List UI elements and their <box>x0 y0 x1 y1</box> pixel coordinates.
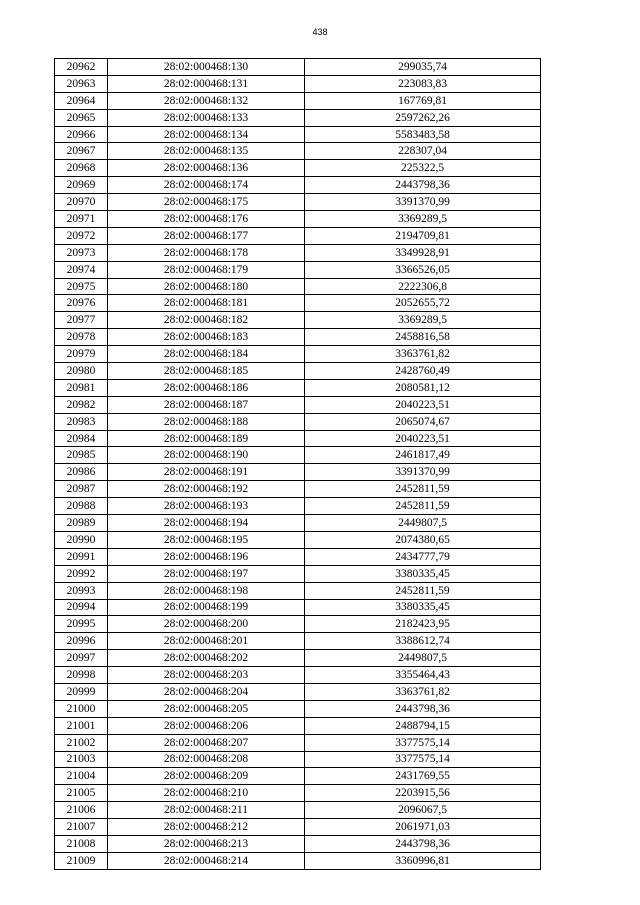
table-row <box>55 143 541 160</box>
cadastral-number-cell: 28:02:000468:178 <box>108 244 305 261</box>
row-number-cell: 20972 <box>55 227 108 244</box>
row-number-cell: 20978 <box>55 329 108 346</box>
cadastral-value-cell: 3380335,45 <box>305 565 541 582</box>
row-number-cell: 20977 <box>55 312 108 329</box>
cadastral-value-cell: 2080581,12 <box>305 379 541 396</box>
table-row <box>55 447 541 464</box>
cadastral-number-cell: 28:02:000468:130 <box>108 59 305 76</box>
cadastral-number-cell: 28:02:000468:201 <box>108 633 305 650</box>
row-number-cell: 21002 <box>55 734 108 751</box>
cadastral-value-cell: 2443798,36 <box>305 700 541 717</box>
row-number-cell: 21001 <box>55 717 108 734</box>
table-row <box>55 819 541 836</box>
row-number-cell: 20967 <box>55 143 108 160</box>
cadastral-value-cell: 2449807,5 <box>305 650 541 667</box>
row-number-cell: 20997 <box>55 650 108 667</box>
table-row <box>55 75 541 92</box>
cadastral-number-cell: 28:02:000468:195 <box>108 531 305 548</box>
table-row <box>55 413 541 430</box>
cadastral-number-cell: 28:02:000468:193 <box>108 498 305 515</box>
row-number-cell: 20976 <box>55 295 108 312</box>
row-number-cell: 21008 <box>55 835 108 852</box>
cadastral-number-cell: 28:02:000468:187 <box>108 396 305 413</box>
row-number-cell: 20998 <box>55 667 108 684</box>
row-number-cell: 20986 <box>55 464 108 481</box>
table-row <box>55 531 541 548</box>
cadastral-number-cell: 28:02:000468:186 <box>108 379 305 396</box>
row-number-cell: 20969 <box>55 177 108 194</box>
table-row <box>55 515 541 532</box>
cadastral-value-cell: 2194709,81 <box>305 227 541 244</box>
row-number-cell: 20999 <box>55 683 108 700</box>
table-row <box>55 717 541 734</box>
cadastral-value-cell: 3377575,14 <box>305 734 541 751</box>
cadastral-value-cell: 2061971,03 <box>305 819 541 836</box>
row-number-cell: 21007 <box>55 819 108 836</box>
table-row <box>55 481 541 498</box>
row-number-cell: 20964 <box>55 92 108 109</box>
cadastral-value-cell: 3391370,99 <box>305 464 541 481</box>
table-row <box>55 616 541 633</box>
cadastral-value-cell: 2182423,95 <box>305 616 541 633</box>
cadastral-number-cell: 28:02:000468:184 <box>108 346 305 363</box>
cadastral-value-cell: 225322,5 <box>305 160 541 177</box>
table-row <box>55 768 541 785</box>
table-row <box>55 295 541 312</box>
row-number-cell: 20965 <box>55 109 108 126</box>
table-row <box>55 599 541 616</box>
row-number-cell: 20990 <box>55 531 108 548</box>
cadastral-number-cell: 28:02:000468:192 <box>108 481 305 498</box>
cadastral-value-cell: 2040223,51 <box>305 396 541 413</box>
cadastral-value-cell: 223083,83 <box>305 75 541 92</box>
row-number-cell: 20984 <box>55 430 108 447</box>
table-row <box>55 346 541 363</box>
cadastral-number-cell: 28:02:000468:135 <box>108 143 305 160</box>
cadastral-number-cell: 28:02:000468:214 <box>108 852 305 869</box>
cadastral-value-table <box>54 58 541 870</box>
table-row <box>55 396 541 413</box>
cadastral-value-cell: 2488794,15 <box>305 717 541 734</box>
cadastral-number-cell: 28:02:000468:204 <box>108 683 305 700</box>
cadastral-value-cell: 3363761,82 <box>305 683 541 700</box>
table-row <box>55 59 541 76</box>
cadastral-value-cell: 2074380,65 <box>305 531 541 548</box>
cadastral-value-cell: 2096067,5 <box>305 802 541 819</box>
row-number-cell: 21005 <box>55 785 108 802</box>
cadastral-number-cell: 28:02:000468:213 <box>108 835 305 852</box>
cadastral-number-cell: 28:02:000468:177 <box>108 227 305 244</box>
cadastral-number-cell: 28:02:000468:206 <box>108 717 305 734</box>
table-row <box>55 329 541 346</box>
row-number-cell: 20971 <box>55 211 108 228</box>
cadastral-number-cell: 28:02:000468:175 <box>108 194 305 211</box>
table-row <box>55 582 541 599</box>
table-row <box>55 177 541 194</box>
cadastral-number-cell: 28:02:000468:179 <box>108 261 305 278</box>
table-row <box>55 802 541 819</box>
cadastral-value-cell: 5583483,58 <box>305 126 541 143</box>
cadastral-number-cell: 28:02:000468:134 <box>108 126 305 143</box>
row-number-cell: 21004 <box>55 768 108 785</box>
row-number-cell: 20979 <box>55 346 108 363</box>
row-number-cell: 20970 <box>55 194 108 211</box>
row-number-cell: 20988 <box>55 498 108 515</box>
cadastral-value-cell: 3363761,82 <box>305 346 541 363</box>
table-row <box>55 211 541 228</box>
row-number-cell: 20973 <box>55 244 108 261</box>
table-row <box>55 683 541 700</box>
cadastral-value-cell: 167769,81 <box>305 92 541 109</box>
row-number-cell: 20993 <box>55 582 108 599</box>
cadastral-value-cell: 3388612,74 <box>305 633 541 650</box>
cadastral-value-cell: 3360996,81 <box>305 852 541 869</box>
table-row <box>55 126 541 143</box>
table-row <box>55 498 541 515</box>
cadastral-value-cell: 2052655,72 <box>305 295 541 312</box>
cadastral-number-cell: 28:02:000468:190 <box>108 447 305 464</box>
cadastral-value-cell: 2452811,59 <box>305 498 541 515</box>
table-row <box>55 464 541 481</box>
row-number-cell: 20962 <box>55 59 108 76</box>
table-row <box>55 700 541 717</box>
row-number-cell: 20991 <box>55 548 108 565</box>
row-number-cell: 20982 <box>55 396 108 413</box>
cadastral-number-cell: 28:02:000468:205 <box>108 700 305 717</box>
row-number-cell: 20980 <box>55 363 108 380</box>
cadastral-number-cell: 28:02:000468:203 <box>108 667 305 684</box>
cadastral-value-cell: 2449807,5 <box>305 515 541 532</box>
cadastral-value-cell: 2461817,49 <box>305 447 541 464</box>
cadastral-value-cell: 3369289,5 <box>305 312 541 329</box>
row-number-cell: 20983 <box>55 413 108 430</box>
table-row <box>55 633 541 650</box>
cadastral-number-cell: 28:02:000468:207 <box>108 734 305 751</box>
cadastral-value-cell: 2428760,49 <box>305 363 541 380</box>
cadastral-number-cell: 28:02:000468:180 <box>108 278 305 295</box>
row-number-cell: 20968 <box>55 160 108 177</box>
table-row <box>55 92 541 109</box>
row-number-cell: 20989 <box>55 515 108 532</box>
row-number-cell: 21000 <box>55 700 108 717</box>
cadastral-value-cell: 2065074,67 <box>305 413 541 430</box>
row-number-cell: 20981 <box>55 379 108 396</box>
row-number-cell: 20995 <box>55 616 108 633</box>
table-row <box>55 379 541 396</box>
cadastral-number-cell: 28:02:000468:202 <box>108 650 305 667</box>
row-number-cell: 20966 <box>55 126 108 143</box>
cadastral-value-cell: 3380335,45 <box>305 599 541 616</box>
row-number-cell: 20975 <box>55 278 108 295</box>
cadastral-number-cell: 28:02:000468:132 <box>108 92 305 109</box>
table-row <box>55 667 541 684</box>
cadastral-number-cell: 28:02:000468:181 <box>108 295 305 312</box>
cadastral-number-cell: 28:02:000468:200 <box>108 616 305 633</box>
cadastral-value-cell: 2443798,36 <box>305 835 541 852</box>
table-row <box>55 363 541 380</box>
table-row <box>55 244 541 261</box>
cadastral-value-cell: 299035,74 <box>305 59 541 76</box>
cadastral-value-cell: 2203915,56 <box>305 785 541 802</box>
cadastral-value-cell: 228307,04 <box>305 143 541 160</box>
cadastral-value-cell: 2597262,26 <box>305 109 541 126</box>
cadastral-value-cell: 3369289,5 <box>305 211 541 228</box>
row-number-cell: 20992 <box>55 565 108 582</box>
cadastral-value-cell: 3391370,99 <box>305 194 541 211</box>
table-row <box>55 835 541 852</box>
row-number-cell: 21003 <box>55 751 108 768</box>
table-row <box>55 785 541 802</box>
cadastral-number-cell: 28:02:000468:196 <box>108 548 305 565</box>
cadastral-number-cell: 28:02:000468:191 <box>108 464 305 481</box>
table-row <box>55 194 541 211</box>
cadastral-number-cell: 28:02:000468:176 <box>108 211 305 228</box>
cadastral-value-cell: 2222306,8 <box>305 278 541 295</box>
cadastral-value-cell: 3349928,91 <box>305 244 541 261</box>
table-row <box>55 227 541 244</box>
cadastral-value-cell: 2458816,58 <box>305 329 541 346</box>
cadastral-value-cell: 3377575,14 <box>305 751 541 768</box>
table-row <box>55 650 541 667</box>
cadastral-number-cell: 28:02:000468:133 <box>108 109 305 126</box>
cadastral-number-cell: 28:02:000468:194 <box>108 515 305 532</box>
table-row <box>55 565 541 582</box>
row-number-cell: 21009 <box>55 852 108 869</box>
table-row <box>55 312 541 329</box>
cadastral-number-cell: 28:02:000468:199 <box>108 599 305 616</box>
cadastral-number-cell: 28:02:000468:209 <box>108 768 305 785</box>
cadastral-number-cell: 28:02:000468:208 <box>108 751 305 768</box>
cadastral-number-cell: 28:02:000468:182 <box>108 312 305 329</box>
cadastral-number-cell: 28:02:000468:174 <box>108 177 305 194</box>
cadastral-value-cell: 2443798,36 <box>305 177 541 194</box>
table-body <box>55 59 541 870</box>
row-number-cell: 20963 <box>55 75 108 92</box>
cadastral-number-cell: 28:02:000468:131 <box>108 75 305 92</box>
cadastral-number-cell: 28:02:000468:183 <box>108 329 305 346</box>
row-number-cell: 20974 <box>55 261 108 278</box>
cadastral-number-cell: 28:02:000468:212 <box>108 819 305 836</box>
cadastral-value-cell: 2431769,55 <box>305 768 541 785</box>
table-row <box>55 278 541 295</box>
table-row <box>55 430 541 447</box>
cadastral-number-cell: 28:02:000468:136 <box>108 160 305 177</box>
page-number: 438 <box>312 27 328 37</box>
row-number-cell: 20987 <box>55 481 108 498</box>
row-number-cell: 20985 <box>55 447 108 464</box>
row-number-cell: 20996 <box>55 633 108 650</box>
table-row <box>55 548 541 565</box>
table-row <box>55 160 541 177</box>
table-row <box>55 734 541 751</box>
cadastral-number-cell: 28:02:000468:198 <box>108 582 305 599</box>
cadastral-value-cell: 2434777,79 <box>305 548 541 565</box>
cadastral-value-cell: 3366526,05 <box>305 261 541 278</box>
row-number-cell: 20994 <box>55 599 108 616</box>
cadastral-number-cell: 28:02:000468:211 <box>108 802 305 819</box>
table-row <box>55 751 541 768</box>
table-row <box>55 261 541 278</box>
row-number-cell: 21006 <box>55 802 108 819</box>
cadastral-number-cell: 28:02:000468:197 <box>108 565 305 582</box>
table-row <box>55 109 541 126</box>
cadastral-number-cell: 28:02:000468:189 <box>108 430 305 447</box>
cadastral-number-cell: 28:02:000468:188 <box>108 413 305 430</box>
cadastral-number-cell: 28:02:000468:185 <box>108 363 305 380</box>
cadastral-value-cell: 3355464,43 <box>305 667 541 684</box>
cadastral-value-cell: 2452811,59 <box>305 481 541 498</box>
cadastral-value-cell: 2040223,51 <box>305 430 541 447</box>
cadastral-number-cell: 28:02:000468:210 <box>108 785 305 802</box>
table-row <box>55 852 541 869</box>
cadastral-value-cell: 2452811,59 <box>305 582 541 599</box>
